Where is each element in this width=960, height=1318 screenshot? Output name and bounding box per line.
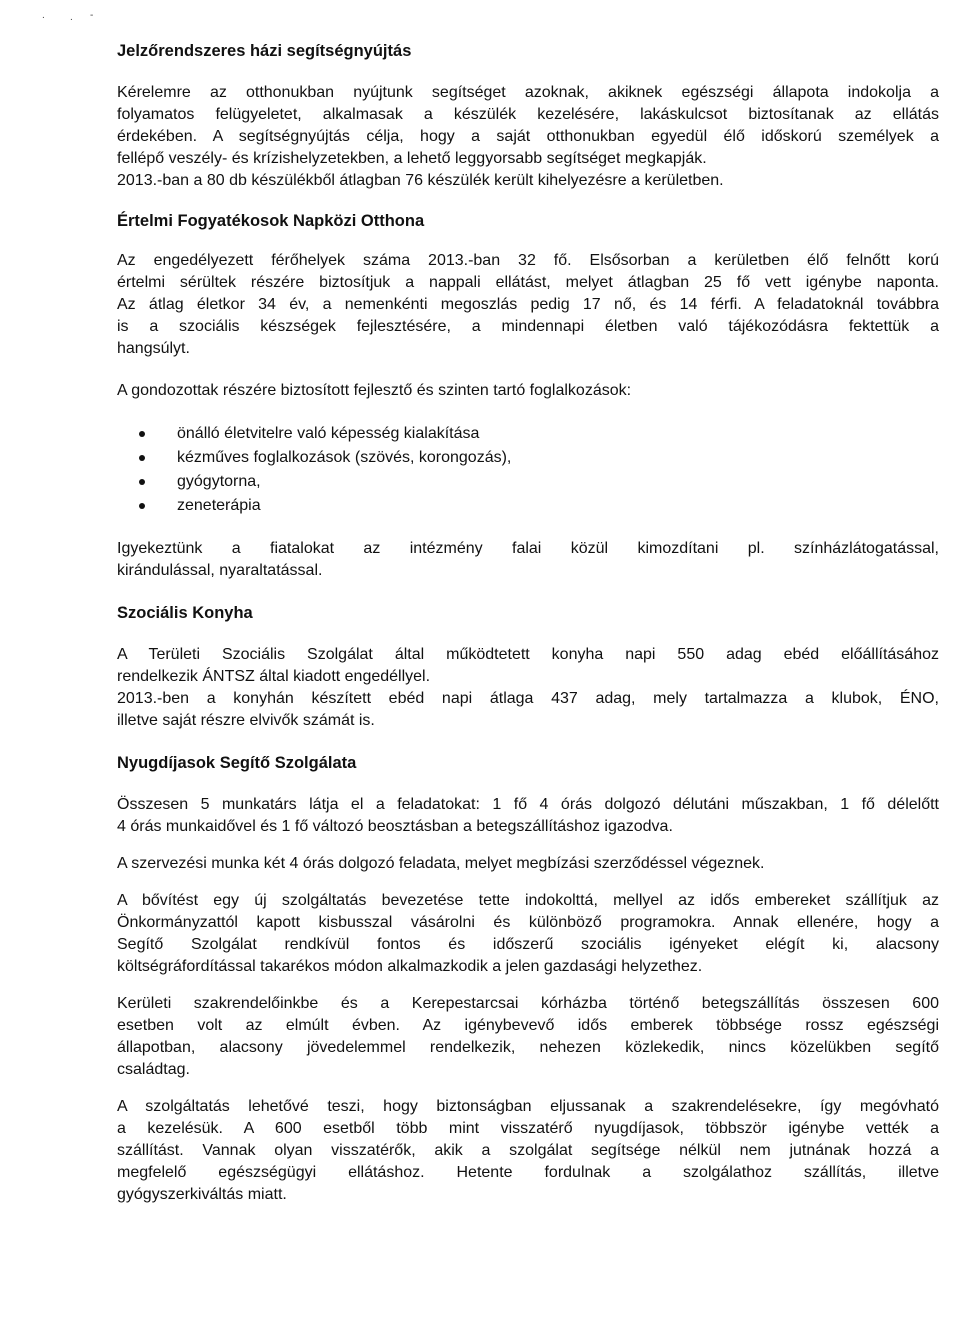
text-line: Segítő Szolgálat rendkívül fontos és időszerű szociális igényeket elégít ki, alacsony [117,936,939,953]
text-line: megfelelő egészségügyi ellátáshoz. Hetente fordulnak a szolgálathoz szállítás, illetve [117,1164,939,1181]
nyugdij-paragraph-2 [117,853,939,875]
jelzo-paragraph [117,82,939,192]
section-title-ertelmi: Értelmi Fogyatékosok Napközi Otthona [117,212,425,230]
text-line: állapotban, alacsony jövedelemmel rendelkezik, nehezen közlekedik, nincs közelükben segítő [117,1039,939,1056]
text-line: Az átlag életkor 34 év, a nemenkénti megoszlás pedig 17 nő, és 14 férfi. A feladatoknál továbbra [117,296,939,313]
list-item: gyógytorna, [139,470,939,494]
text-line: 2013.-ban a 80 db készülékből átlagban 76 készülék került kihelyezésre a kerületben. [117,172,724,189]
text-line: esetben volt az elmúlt évben. Az igénybevevő idős emberek többsége rossz egészségi [117,1017,939,1034]
activities-intro: A gondozottak részére biztosított fejlesztő és szinten tartó foglalkozások: [117,382,632,399]
text-line: A bővítést egy új szolgáltatás bevezetése tette indokolttá, mellyel az idős embereket szállítjuk az [117,892,939,909]
section-title-nyugdij: Nyugdíjasok Segítő Szolgálata [117,754,357,772]
konyha-paragraph [117,644,939,732]
text-line: családtag. [117,1061,190,1078]
ertelmi-after-paragraph [117,538,939,582]
text-line: hangsúlyt. [117,340,190,357]
scan-mark-3: - [90,10,94,21]
list-item: zeneterápia [139,494,939,518]
section-title-jelzo: Jelzőrendszeres házi segítségnyújtás [117,42,412,60]
text-line: 4 órás munkaidővel és 1 fő változó beosztásban a betegszállításhoz igazodva. [117,818,673,835]
section-title-konyha: Szociális Konyha [117,604,253,622]
text-line: Kérelemre az otthonukban nyújtunk segítséget azoknak, akiknek egészségi állapota indokolja a [117,84,939,101]
text-line: Önkormányzattól kapott kisbusszal vásárolni és különböző programokra. Annak ellenére, hogy a [117,914,939,931]
nyugdij-paragraph-5 [117,1096,939,1206]
list-item: kézműves foglalkozások (szövés, korongozás), [139,446,939,470]
nyugdij-paragraph-4 [117,993,939,1081]
bullet-icon [139,479,145,485]
text-line: Összesen 5 munkatárs látja el a feladatokat: 1 fő 4 órás dolgozó délutáni műszakban, 1 fő délelőtt [117,796,939,813]
nyugdij-paragraph-1 [117,794,939,838]
nyugdij-paragraph-3 [117,890,939,978]
text-line: is a szociális készségek fejlesztésére, a mindennapi életben való tájékozódásra fektettük a [117,318,939,335]
text-line: értelmi sérültek részére biztosítjuk a nappali ellátást, melyet átlagban 25 fő vett igénybe naponta. [117,274,939,291]
text-line: Igyekeztünk a fiatalokat az intézmény falai közül kimozdítani pl. színházlátogatással, [117,540,939,557]
document-page [117,40,939,1206]
bullet-icon [139,503,145,509]
bullet-icon [139,431,145,437]
text-line: a kezelésük. A 600 esetből több mint visszatérő nyugdíjasok, többször igénybe vették a [117,1120,939,1137]
text-line: szállítást. Vannak olyan visszatérők, akik a szolgálat segítsége nélkül nem jutnának hozzá a [117,1142,939,1159]
list-item: önálló életvitelre való képesség kialakítása [139,422,939,446]
text-line: 2013.-ben a konyhán készített ebéd napi átlaga 437 adag, mely tartalmazza a klubok, ÉNO, [117,690,939,707]
text-line: Kerületi szakrendelőinkbe és a Kerepestarcsai kórházba történő betegszállítás összesen 600 [117,995,939,1012]
activities-list [117,422,939,518]
text-line: A Területi Szociális Szolgálat által működtetett konyha napi 550 adag ebéd előállításához [117,646,939,663]
text-line: illetve saját részre elvivők számát is. [117,712,375,729]
text-line: kirándulással, nyaraltatással. [117,562,323,579]
text-line: költségráfordítással takarékos módon alkalmazkodik a jelen gazdasági helyzethez. [117,958,703,975]
text-line: A szervezési munka két 4 órás dolgozó feladata, melyet megbízási szerződéssel végeznek. [117,855,765,872]
scan-mark-2: . [70,12,73,23]
bullet-icon [139,455,145,461]
text-line: érdekében. A segítségnyújtás célja, hogy a saját otthonukban egyedül élő időskorú személyek a [117,128,939,145]
scan-mark-1: . [42,10,45,21]
text-line: gyógyszerkiváltás miatt. [117,1186,287,1203]
text-line: folyamatos felügyeletet, alkalmasak a készülék kezelésére, lakáskulcsot biztosítanak az ellátás [117,106,939,123]
ertelmi-paragraph [117,250,939,360]
text-line: A szolgáltatás lehetővé teszi, hogy biztonságban eljussanak a szakrendelésekre, így megóvható [117,1098,939,1115]
text-line: Az engedélyezett férőhelyek száma 2013.-ban 32 fő. Elsősorban a kerületben élő felnőtt korú [117,252,939,269]
text-line: fellépő veszély- és krízishelyzetekben, a lehető leggyorsabb segítséget megkapják. [117,150,707,167]
text-line: rendelkezik ÁNTSZ által kiadott engedéllyel. [117,668,431,685]
